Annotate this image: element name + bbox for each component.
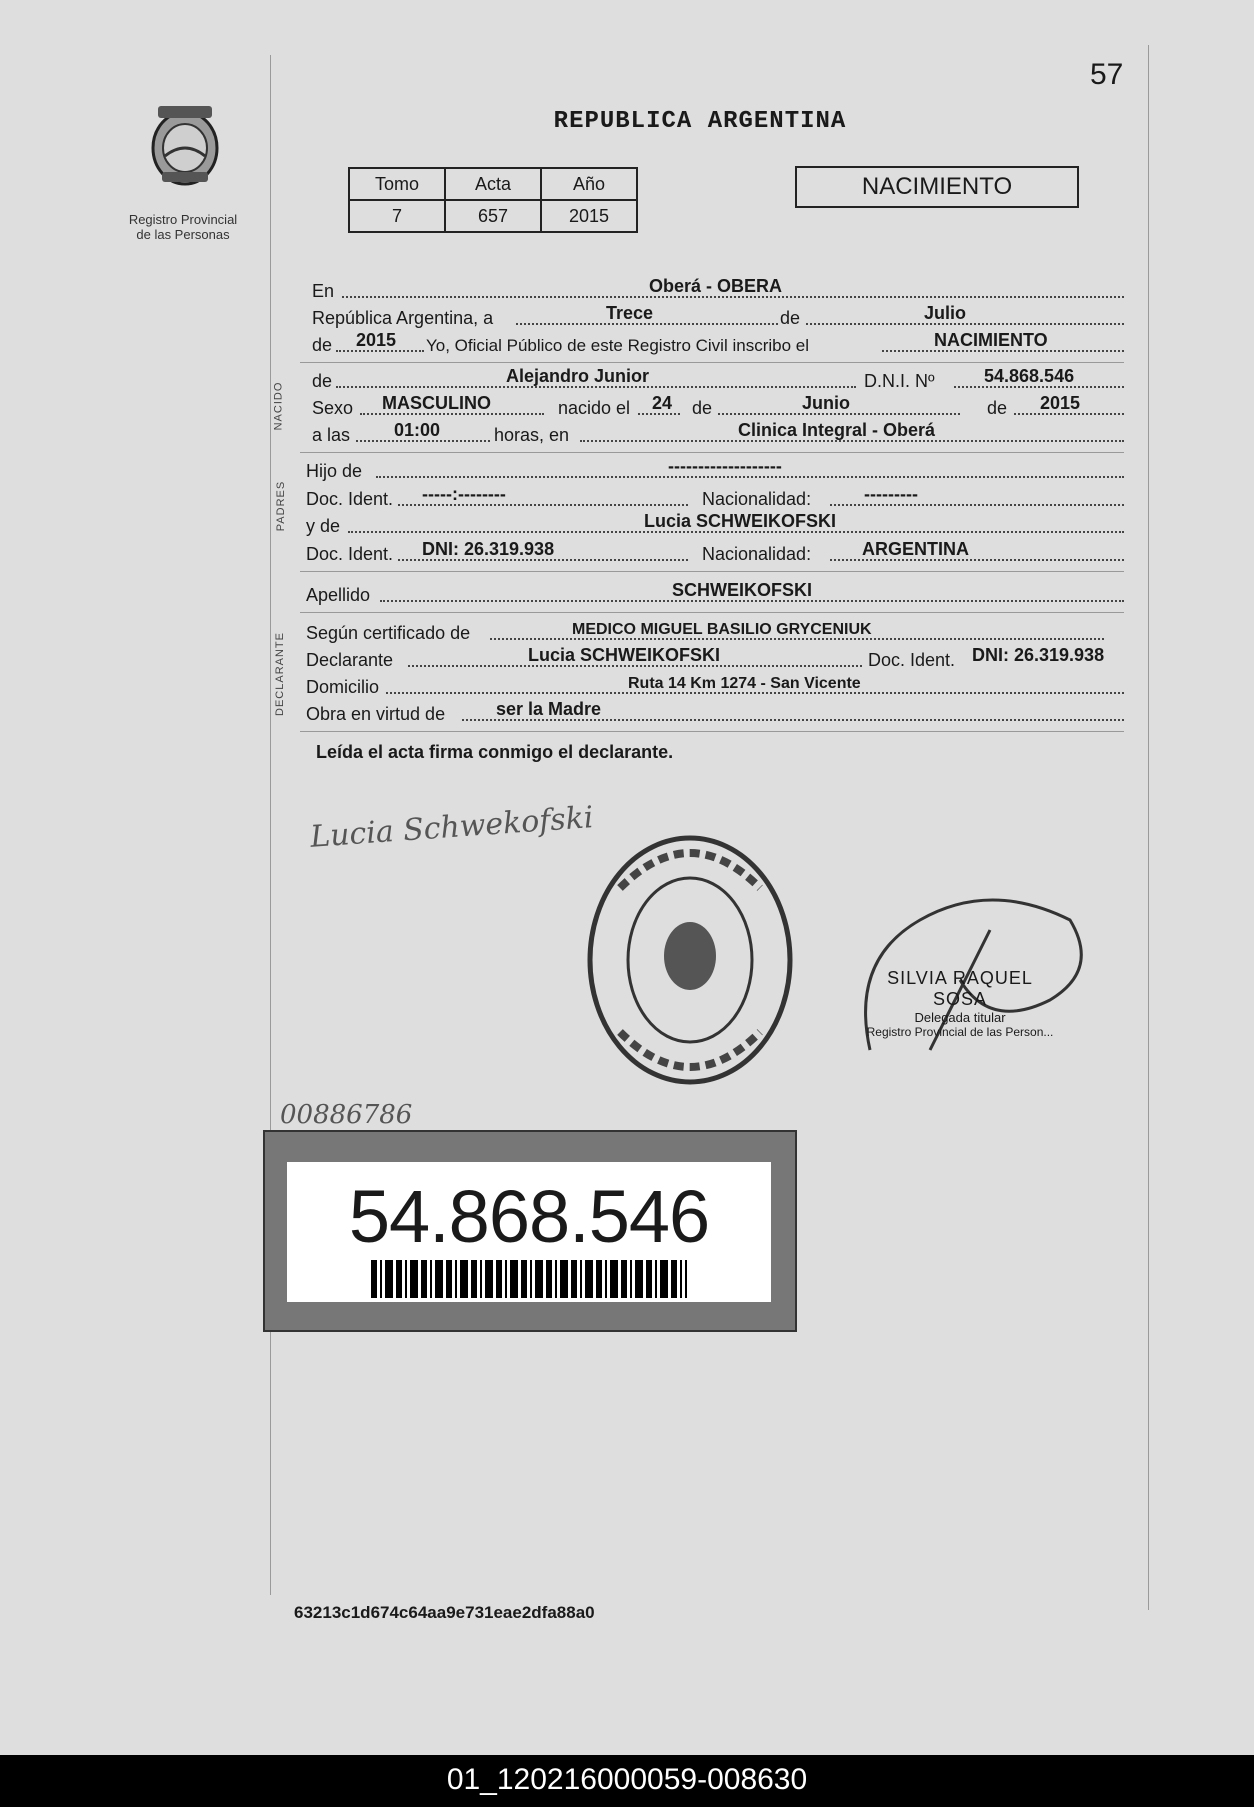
value-birth-month: Junio [802, 393, 850, 413]
label-de-name: de [312, 371, 333, 391]
document-heading: REPUBLICA ARGENTINA [553, 108, 847, 135]
value-father: ------------------- [668, 456, 782, 476]
value-birth-day: 24 [652, 393, 673, 413]
label-domicilio: Domicilio [306, 677, 380, 697]
ref-header-acta: Acta [445, 168, 541, 200]
official-name: SILVIA RAQUEL SOSA [887, 968, 1033, 1009]
declarant-signature: Lucia Schwekofski [309, 800, 595, 855]
value-month: Julio [924, 303, 967, 323]
value-birth-place: Clinica Integral - Oberá [738, 420, 936, 440]
label-a-las: a las [312, 425, 351, 445]
value-nac2: ARGENTINA [862, 539, 969, 559]
label-de-birth-month: de [692, 398, 713, 418]
registry-caption [118, 212, 248, 242]
label-apellido: Apellido [306, 585, 371, 605]
value-doc1: -----:-------- [422, 484, 506, 504]
value-domicilio: Ruta 14 Km 1274 - San Vicente [628, 675, 861, 692]
official-office: Registro Provincial de las Person... [866, 1025, 1054, 1039]
value-mother: Lucia SCHWEIKOFSKI [644, 511, 837, 531]
label-republica: República Argentina, a [312, 308, 494, 328]
value-inscribo: NACIMIENTO [934, 330, 1048, 350]
label-horas: horas, en [494, 425, 570, 445]
closing-statement: Leída el acta firma conmigo el declarante. [316, 742, 674, 762]
barcode-icon [371, 1260, 687, 1298]
form-row-en [304, 276, 1124, 302]
label-doc1: Doc. Ident. [306, 489, 394, 509]
barcode-number: 54.868.546 [348, 1175, 710, 1258]
ref-header-tomo: Tomo [349, 168, 445, 200]
ref-value-acta: 657 [445, 200, 541, 232]
label-hijo-de: Hijo de [306, 461, 363, 481]
value-dni: 54.868.546 [984, 366, 1075, 386]
ref-value-anio: 2015 [541, 200, 637, 232]
official-seal-icon [580, 828, 800, 1092]
form-row-capacity [304, 699, 1124, 725]
value-birth-year: 2015 [1040, 393, 1081, 413]
label-de-year: de [312, 335, 333, 355]
label-doc2: Doc. Ident. [306, 544, 394, 564]
ref-header-anio: Año [541, 168, 637, 200]
label-obra: Obra en virtud de [306, 704, 446, 724]
value-doc2: DNI: 26.319.938 [422, 539, 555, 559]
province-coat-of-arms-icon [140, 100, 230, 190]
value-apellido: SCHWEIKOFSKI [672, 580, 813, 600]
form-row-surname [304, 580, 1124, 606]
value-obra: ser la Madre [496, 699, 602, 719]
label-y-de: y de [306, 516, 341, 536]
registry-caption-line1: Registro Provincial [128, 212, 238, 227]
label-nac2: Nacionalidad: [702, 544, 812, 564]
value-place: Oberá - OBERA [649, 276, 783, 296]
form-row-father-doc [304, 484, 1124, 510]
barcode-label [263, 1130, 797, 1332]
value-sexo: MASCULINO [382, 393, 491, 413]
value-year: 2015 [356, 330, 397, 350]
label-nac1: Nacionalidad: [702, 489, 812, 509]
form-row-time [304, 420, 1124, 446]
ref-value-tomo: 7 [349, 200, 445, 232]
label-sexo: Sexo [312, 398, 354, 418]
record-type-box: NACIMIENTO [795, 166, 1079, 208]
document-hash: 63213c1d674c64aa9e731eae2dfa88a0 [294, 1603, 595, 1622]
side-label-declarante: DECLARANTE [273, 632, 286, 716]
footer-filename: 01_120216000059-008630 [446, 1763, 808, 1796]
value-certificado: MEDICO MIGUEL BASILIO GRYCENIUK [572, 621, 872, 638]
label-declarante: Declarante [306, 650, 394, 670]
value-declarante: Lucia SCHWEIKOFSKI [528, 645, 721, 665]
right-margin-line [1148, 45, 1149, 1610]
page-number: 57 [1090, 58, 1124, 91]
form-row-declarant [304, 645, 1124, 671]
side-label-nacido: NACIDO [272, 381, 285, 431]
form-row-sex [304, 393, 1124, 419]
label-nacido-el: nacido el [558, 398, 631, 418]
label-dni: D.N.I. Nº [864, 371, 935, 391]
form-row-father [304, 456, 1124, 482]
value-name: Alejandro Junior [506, 366, 650, 386]
reference-table [348, 167, 638, 233]
form-row-name [304, 366, 1124, 392]
official-stamp [860, 968, 1060, 1039]
value-decl-doc: DNI: 26.319.938 [972, 645, 1105, 665]
form-row-date [304, 303, 1124, 329]
form-row-inscription [304, 330, 1124, 356]
left-margin-line [270, 55, 271, 1595]
handwritten-number: 00886786 [280, 1100, 413, 1130]
label-certificado: Según certificado de [306, 623, 471, 643]
form-row-address [304, 672, 1124, 698]
label-de-month: de [780, 308, 801, 328]
value-hour: 01:00 [394, 420, 441, 440]
form-row-mother-doc [304, 539, 1124, 565]
registry-caption-line2: de las Personas [136, 227, 230, 242]
value-nac1: --------- [864, 484, 918, 504]
label-en: En [312, 281, 335, 301]
label-decl-doc: Doc. Ident. [868, 650, 956, 670]
side-label-padres: PADRES [275, 480, 288, 532]
form-row-certificate [304, 618, 1124, 644]
form-row-mother [304, 511, 1124, 537]
official-role: Delegada titular [914, 1010, 1006, 1025]
value-day: Trece [606, 303, 654, 323]
footer-bar [0, 1755, 1254, 1807]
label-yo: Yo, Oficial Público de este Registro Civil inscribo el [426, 336, 809, 355]
label-de-birth-year: de [987, 398, 1008, 418]
